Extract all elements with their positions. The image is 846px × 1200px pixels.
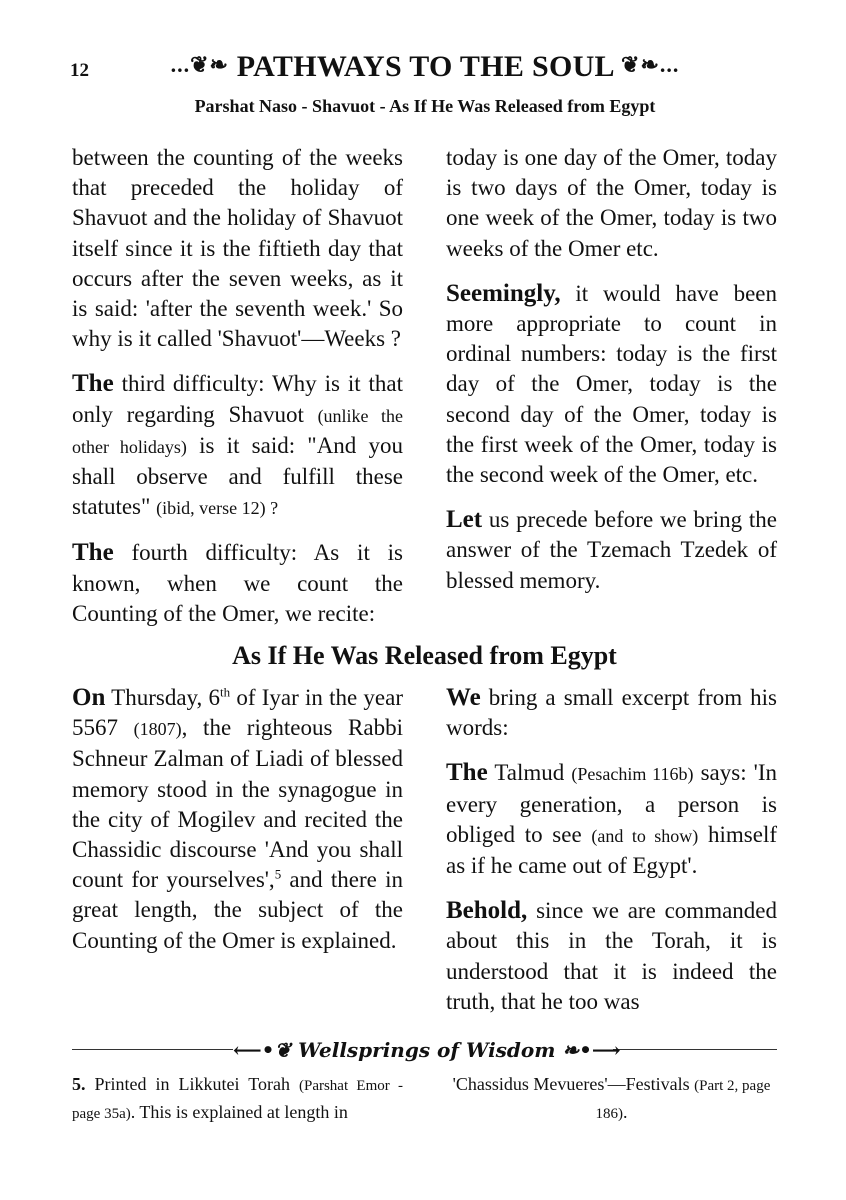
paragraph-text: and there in great length, the subject of the Counting of the Omer is explained. [72,867,403,953]
parenthetical: (Parshat Emor - page 35a) [72,1078,403,1122]
paragraph-text: himself as if he came out of Egypt'. [446,821,777,879]
paragraph [446,279,777,490]
parenthetical: (unlike the other holidays) [72,405,404,457]
paragraph-text: bring a small excerpt from his words: [446,685,777,741]
footnote-number: 5. [72,1074,86,1094]
paragraph-text: Talmud [487,760,572,786]
paragraph [446,505,777,596]
paragraph-text: says: 'In every generation, a person is obliged to see [446,760,777,847]
lead-word: On [72,684,106,711]
footnote-body: . This is explained at length in [130,1102,348,1122]
paragraph-text: third difficulty: Why is it that only regarding Shavuot [72,371,403,427]
footnote-body: 'Chassidus Mevueres'—Festivals [452,1074,695,1094]
paragraph-text: is it said: "And you shall observe and fulfill these statutes" [72,432,403,520]
footnote-left [72,1071,403,1127]
footnote-right [446,1071,777,1127]
footnote-text [72,1071,403,1127]
column-bottom-left [72,683,403,971]
ordinal-superscript: th [220,684,231,700]
paragraph [72,538,403,629]
paragraph [446,758,777,881]
paragraph-text: today is one day of the Omer, today is two days of the Omer, today is one week of the Omer, today is two weeks of the Omer etc. [446,145,777,261]
paragraph-text: fourth difficulty: As it is known, when we count the Counting of the Omer, we recite: [72,540,403,626]
lead-word: Let [446,506,483,534]
paragraph [446,143,777,264]
parenthetical: (1807) [133,719,182,740]
footnote-text [446,1071,777,1127]
parenthetical: (Pesachim 116b) [571,764,694,785]
paragraph [446,896,777,1017]
paragraph-text: us precede before we bring the answer of the Tzemach Tzedek of blessed memory. [446,507,777,593]
paragraph [72,143,403,354]
lead-word: The [446,759,488,787]
running-header-title [130,50,720,84]
parenthetical: (and to show) [591,825,699,846]
reference: (ibid, verse 12) ? [156,498,279,519]
chapter-subtitle: Parshat Naso - Shavuot - As If He Was Released from Egypt [194,96,656,116]
column-bottom-right [446,683,777,1032]
paragraph [72,369,403,523]
paragraph-text: it would have been more appropriate to count in ordinal numbers: today is the first day of the Omer, today is the second day of the Omer, today is the first week of the Omer, today is the second week of the Omer, etc. [446,280,777,488]
book-title: PATHWAYS TO THE SOUL [236,50,614,83]
column-top-left [72,143,403,644]
paragraph-text: since we are commanded about this in the Torah, it is understood that it is indeed the truth, that he too was [446,898,777,1014]
paragraph-text: , the righteous Rabbi Schneur Zalman of Liadi of blessed memory stood in the synagogue in the city of Mogilev and recited the Chassidic discourse 'And you shall count for yourselves', [72,715,403,893]
paragraph [72,683,403,956]
page-number: 12 [70,60,89,81]
ornament-right-icon: ❦❧... [621,52,680,77]
footnote-body: Printed in Likkutei Torah [85,1074,299,1094]
paragraph-text: Thursday, 6 [105,685,221,710]
paragraph-text: of Iyar in the year 5567 [72,685,403,741]
lead-word: Behold, [446,897,528,925]
lead-word: We [446,684,481,711]
paragraph [446,683,777,743]
section-heading: As If He Was Released from Egypt [232,641,617,670]
footnote-body: . [623,1102,628,1122]
footer-label: ⟵•❦ Wellsprings of Wisdom ❧•⟶ [233,1038,621,1062]
column-top-right [446,143,777,611]
ornament-left-icon: ...❦❧ [170,52,229,77]
lead-word: The [72,539,114,567]
footnote-ref[interactable]: 5 [274,866,282,882]
paragraph-text: between the counting of the weeks that preceded the holiday of Shavuot and the holiday of Shavuot itself since it is the fiftieth day that occurs after the seven weeks, as it is said: 'after the seventh week.' So why is it called 'Shavuot'—Weeks ? [72,145,403,352]
parenthetical: (Part 2, page 186) [595,1078,771,1122]
lead-word: The [72,370,114,398]
lead-word: Seemingly, [446,279,561,307]
